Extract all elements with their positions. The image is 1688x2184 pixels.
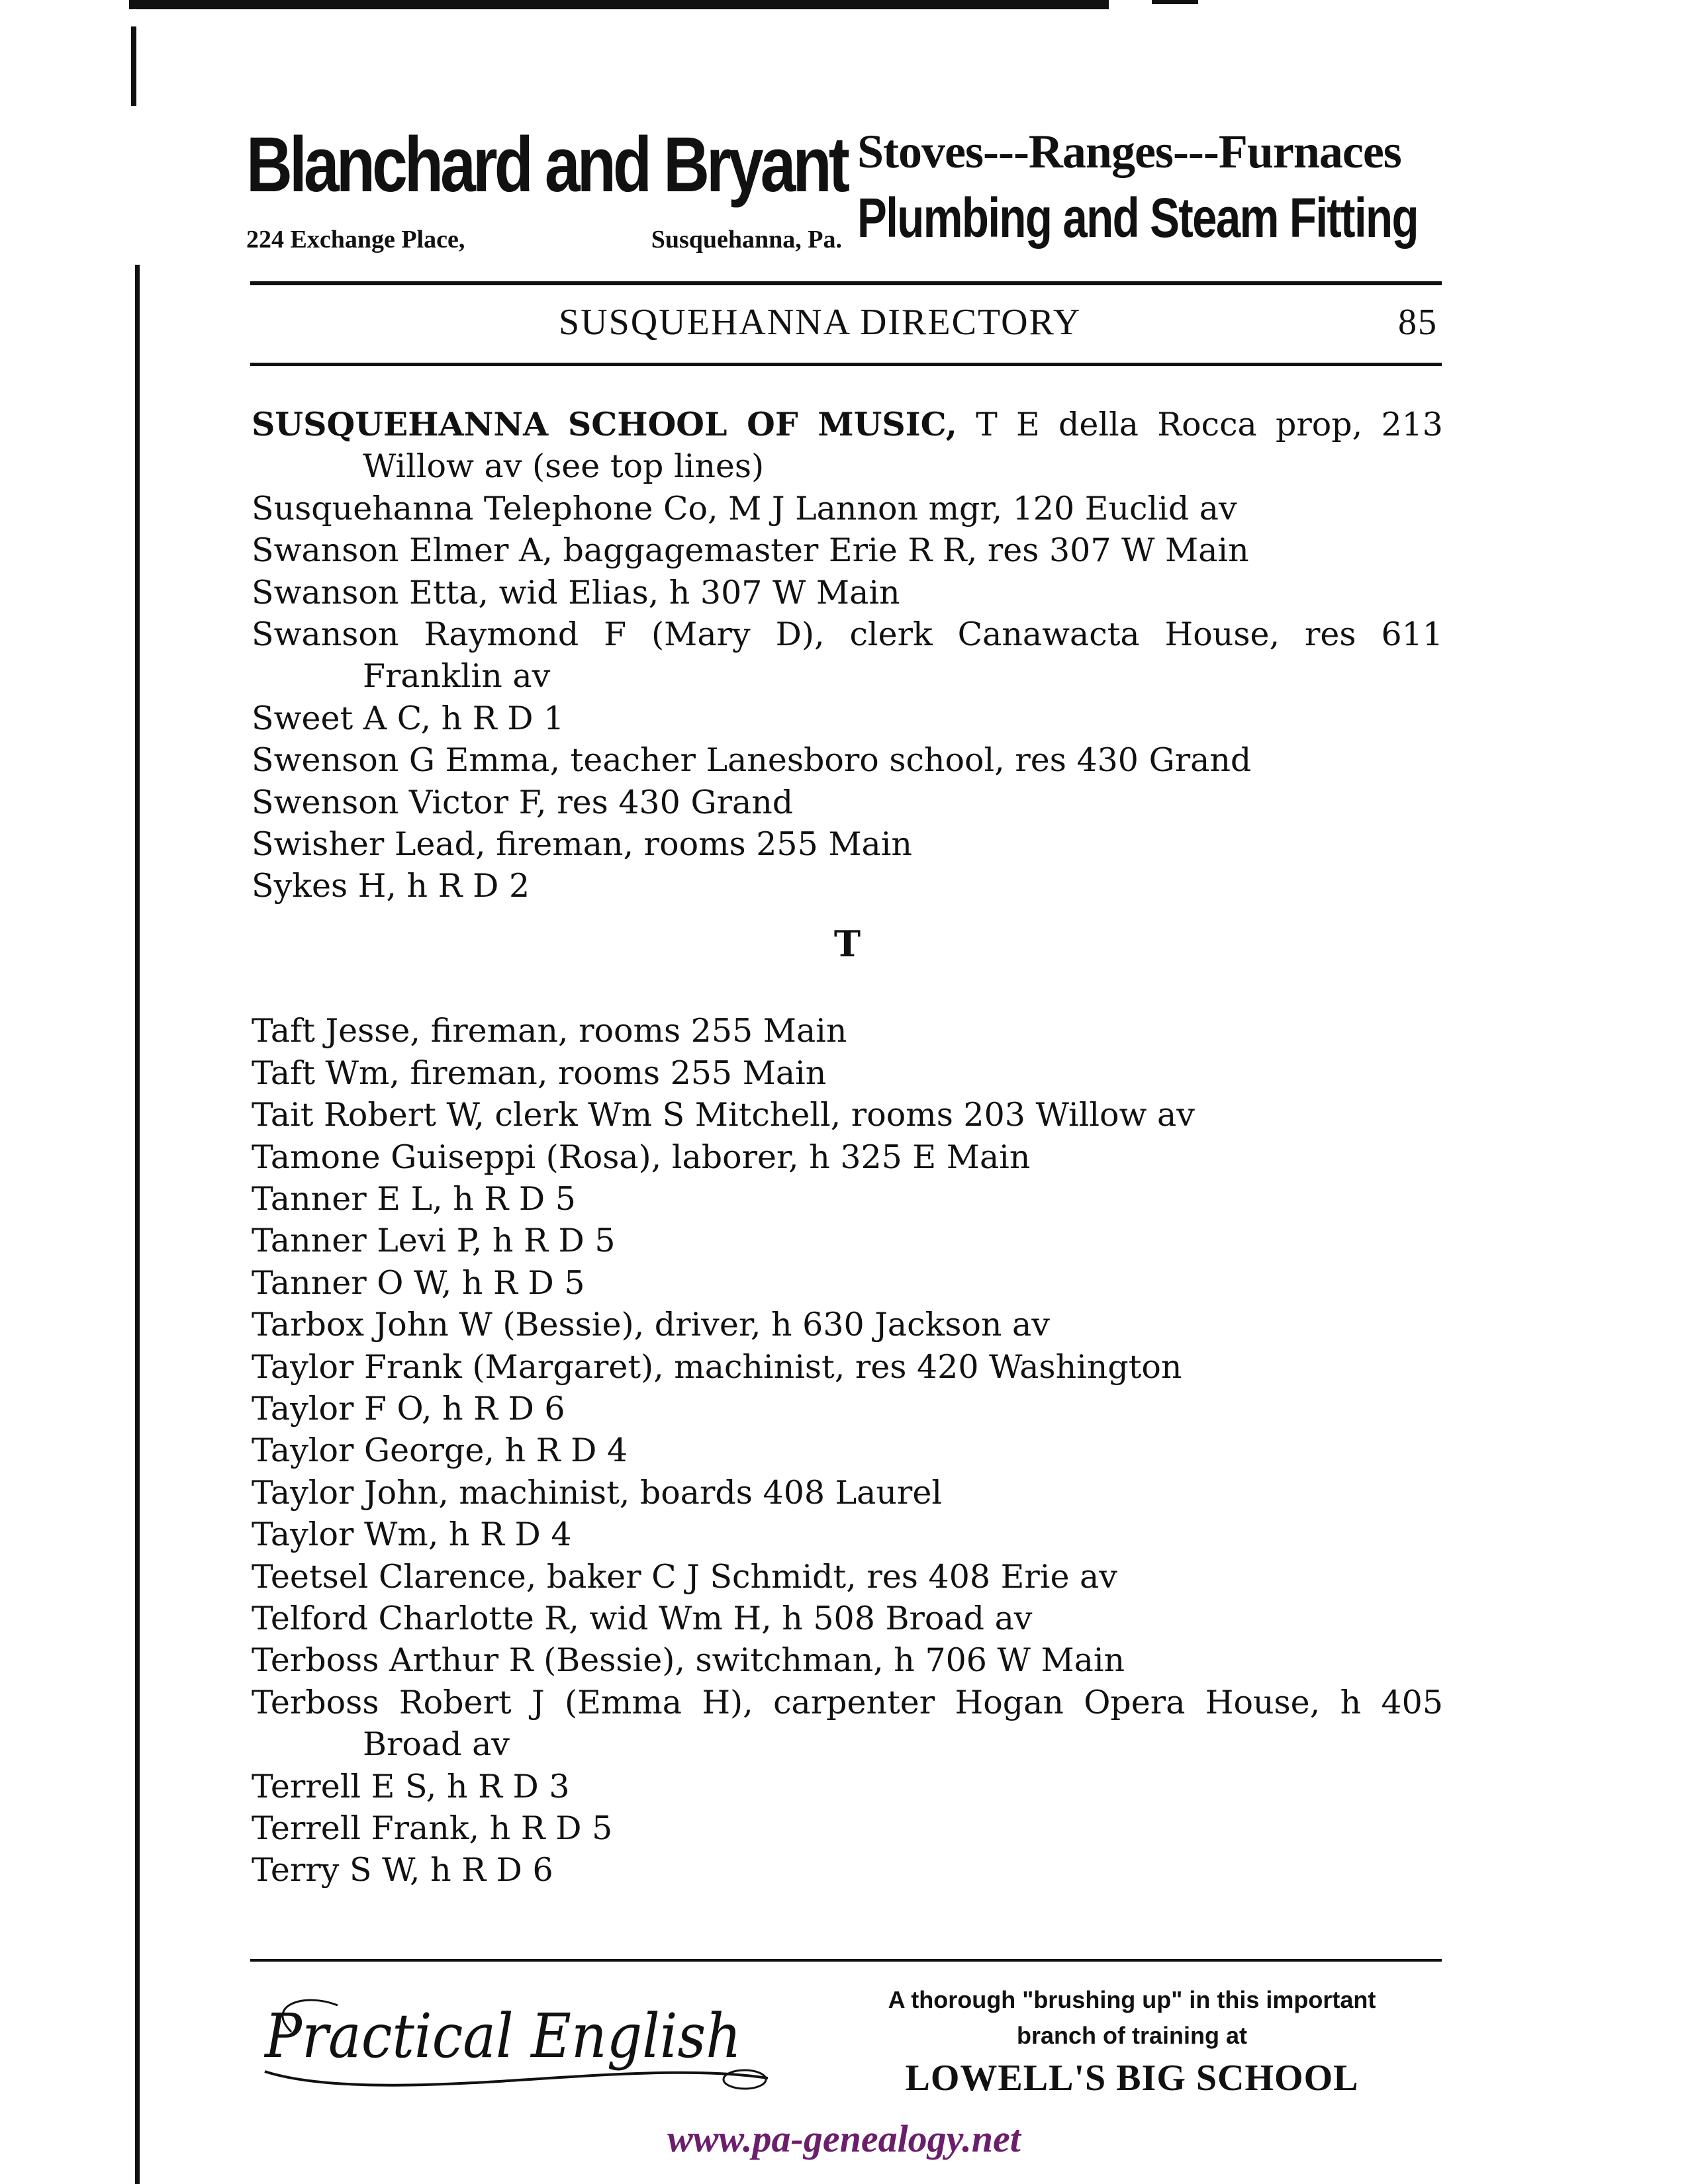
entry-text: Sykes H, h R D 2 <box>252 867 530 905</box>
directory-entry: Tanner O W, h R D 5 <box>252 1263 585 1302</box>
firm-town: Susquehanna, Pa. <box>651 226 842 253</box>
directory-entry: Taylor F O, h R D 6 <box>252 1389 565 1428</box>
directory-entry: Terrell E S, h R D 3 <box>252 1767 570 1805</box>
directory-entry: Tanner Levi P, h R D 5 <box>252 1222 616 1260</box>
directory-entry: Terboss Robert J (Emma H), carpenter Hogan Opera House, h 405 Broad av <box>252 1683 1443 1764</box>
entry-text: Swenson G Emma, teacher Lanesboro school, res 430 Grand <box>252 741 1252 780</box>
directory-entry: Terboss Arthur R (Bessie), switchman, h 706 W Main <box>252 1641 1125 1680</box>
directory-entry <box>252 739 1443 781</box>
directory-entry: Tarbox John W (Bessie), driver, h 630 Jackson av <box>252 1306 1050 1344</box>
entry-text: Susquehanna Telephone Co, M J Lannon mgr, 120 Euclid av <box>252 489 1237 527</box>
directory-entry: Tanner E L, h R D 5 <box>252 1179 576 1218</box>
directory-entry: Taylor George, h R D 4 <box>252 1432 628 1470</box>
section-letter: T <box>833 922 861 965</box>
footer-ad-line2: branch of training at <box>1016 2022 1247 2049</box>
running-head <box>250 301 1442 341</box>
directory-entry: Teetsel Clarence, baker C J Schmidt, res 408 Erie av <box>252 1557 1117 1596</box>
footer-ad-copy <box>821 1982 1443 2054</box>
school-name: LOWELL'S BIG SCHOOL <box>905 2058 1359 2099</box>
entry-lead: SUSQUEHANNA SCHOOL OF MUSIC, <box>252 405 957 443</box>
running-head-rule <box>250 363 1442 366</box>
entry-text: Swanson Elmer A, baggagemaster Erie R R, res 307 W Main <box>252 531 1249 570</box>
entry-text: Swanson Etta, wid Elias, h 307 W Main <box>252 573 900 612</box>
directory-entry <box>252 529 1443 571</box>
directory-entry: Tamone Guiseppi (Rosa), laborer, h 325 E Main <box>252 1138 1031 1176</box>
directory-entry: Taylor Frank (Margaret), machinist, res 420 Washington <box>252 1347 1182 1386</box>
directory-entry <box>252 404 1443 488</box>
entries-t-group <box>252 1010 1443 1891</box>
script-logo-text: Practical English <box>263 2001 741 2071</box>
directory-entry <box>252 823 1443 865</box>
practical-english-script-logo <box>252 1979 781 2105</box>
directory-entry <box>252 572 1443 614</box>
directory-entry: Tait Robert W, clerk Wm S Mitchell, rooms 203 Willow av <box>252 1096 1195 1134</box>
entries-s-group <box>252 404 1443 907</box>
directory-entry: Terry S W, h R D 6 <box>252 1851 553 1889</box>
directory-entry <box>252 488 1443 529</box>
directory-entry <box>252 614 1443 698</box>
firm-address <box>246 225 842 254</box>
directory-entry <box>252 782 1443 823</box>
ad-products-line: Stoves---Ranges---Furnaces <box>857 125 1401 178</box>
directory-title: SUSQUEHANNA DIRECTORY <box>559 302 1082 343</box>
firm-name: Blanchard and Bryant <box>246 121 847 208</box>
directory-entry <box>252 698 1443 739</box>
entry-text: Swisher Lead, fireman, rooms 255 Main <box>252 825 912 864</box>
scan-left-edge-upper <box>131 26 136 106</box>
directory-entry <box>252 865 1443 907</box>
footer-ad-line1: A thorough "brushing up" in this important <box>888 1986 1376 2013</box>
header-rule <box>250 281 1442 285</box>
ad-services-line: Plumbing and Steam Fitting <box>857 187 1418 249</box>
entry-text: Sweet A C, h R D 1 <box>252 699 565 737</box>
footer-rule <box>250 1959 1442 1962</box>
entry-text: Swanson Raymond F (Mary D), clerk Canawacta House, res 611 Franklin av <box>252 615 1443 696</box>
directory-entry: Telford Charlotte R, wid Wm H, h 508 Broad av <box>252 1599 1033 1637</box>
firm-street: 224 Exchange Place, <box>246 226 465 253</box>
scan-top-edge <box>129 0 1109 9</box>
page-number: 85 <box>1398 302 1438 343</box>
header-ad-right <box>857 124 1440 250</box>
directory-entry: Taft Jesse, fireman, rooms 255 Main <box>252 1012 847 1050</box>
directory-entry: Taylor Wm, h R D 4 <box>252 1516 572 1554</box>
scan-top-edge-fragment <box>1152 0 1198 4</box>
scan-left-edge <box>135 265 140 2184</box>
entry-text: T E della Rocca prop, 213 Willow av (see top lines) <box>363 406 1443 486</box>
directory-entry: Terrell Frank, h R D 5 <box>252 1809 613 1847</box>
directory-entry: Taft Wm, fireman, rooms 255 Main <box>252 1054 827 1092</box>
entry-text: Swenson Victor F, res 430 Grand <box>252 783 794 821</box>
directory-entry: Taylor John, machinist, boards 408 Laurel <box>252 1473 943 1512</box>
directory-listing <box>252 404 1443 1891</box>
watermark-link[interactable]: www.pa-genealogy.net <box>667 2117 1021 2160</box>
